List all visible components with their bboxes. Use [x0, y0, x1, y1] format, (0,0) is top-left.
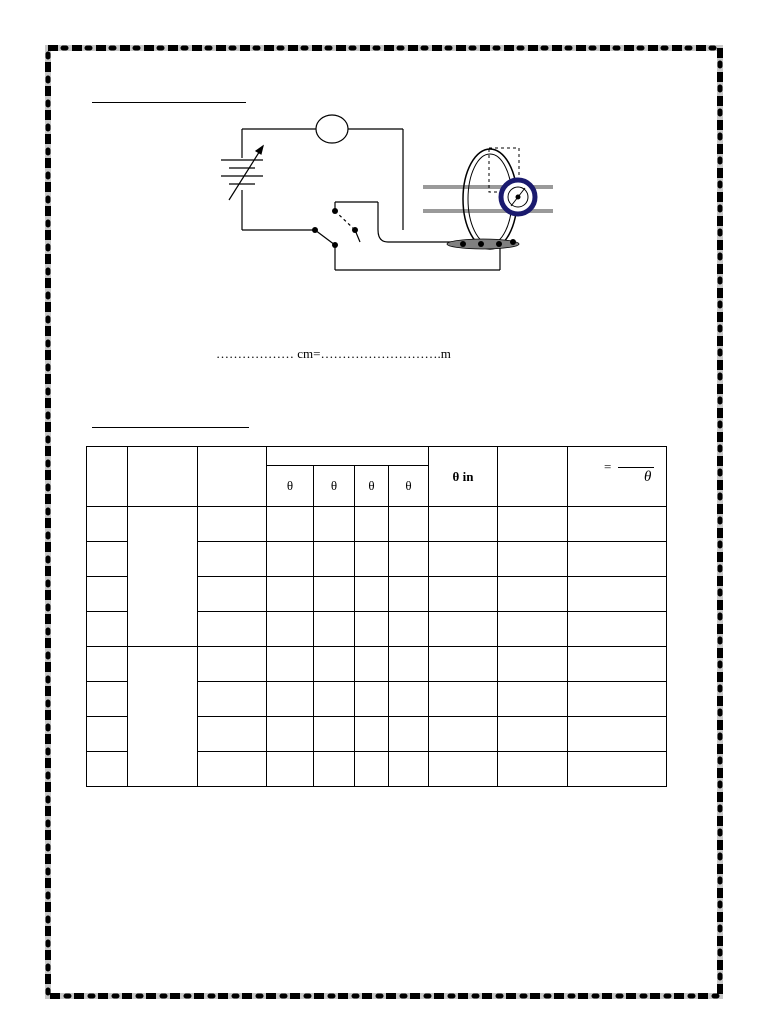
table-row — [87, 647, 667, 682]
table-header-row — [87, 447, 667, 466]
circuit-diagram-icon — [215, 110, 560, 280]
table-row — [87, 507, 667, 542]
group-cell-1 — [128, 507, 198, 647]
formula-fraction-bar — [618, 467, 654, 468]
header-cell-2 — [128, 447, 198, 507]
table-title-underline — [92, 427, 249, 428]
header-cell-3 — [198, 447, 267, 507]
header-formula — [568, 447, 667, 507]
group-cell-2 — [128, 647, 198, 787]
header-deflection-group — [267, 447, 429, 466]
formula-equals: = — [604, 459, 612, 474]
header-theta-2: θ — [314, 466, 355, 507]
header-theta-1: θ — [267, 466, 314, 507]
header-cell-1 — [87, 447, 128, 507]
tangent-galvanometer-icon — [423, 148, 553, 249]
ammeter-icon — [316, 115, 348, 143]
coil-radius-measurement: ……………… cm=……………………….m — [216, 346, 451, 361]
header-theta-4: θ — [389, 466, 429, 507]
section-title-underline — [92, 102, 246, 103]
header-cell-9 — [498, 447, 568, 507]
header-theta-3: θ — [355, 466, 389, 507]
formula-denominator: θ — [644, 469, 652, 485]
header-theta-in: θ in — [429, 447, 498, 507]
observation-table — [86, 446, 667, 787]
